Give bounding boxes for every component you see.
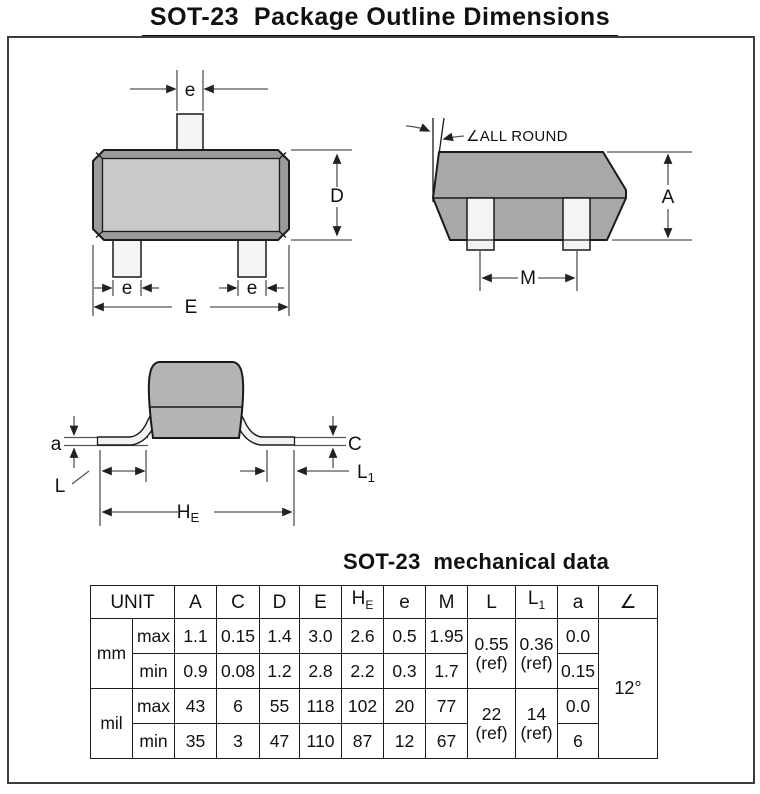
table-cell: 1.1 bbox=[175, 619, 217, 654]
all-round-note: ∠ALL ROUND bbox=[466, 128, 568, 145]
bottom-pin-left bbox=[113, 240, 141, 277]
table-cell-L-mil: 22 (ref) bbox=[468, 689, 516, 759]
table-cell: 0.08 bbox=[217, 654, 260, 689]
page-title: SOT-23 Package Outline Dimensions bbox=[142, 3, 618, 37]
dim-e-top bbox=[130, 70, 268, 111]
table-cell: 0.9 bbox=[175, 654, 217, 689]
table-cell: 77 bbox=[426, 689, 468, 724]
col-header-angle: ∠ bbox=[599, 586, 658, 619]
bottom-pin-right bbox=[238, 240, 266, 277]
col-header-A: A bbox=[175, 586, 217, 619]
table-cell: 3 bbox=[217, 724, 260, 759]
table-cell: 0.5 bbox=[384, 619, 426, 654]
dim-label-HE: $H_E$ bbox=[176, 502, 200, 525]
col-header-a: a bbox=[558, 586, 599, 619]
table-cell-L1-mm: 0.36 (ref) bbox=[516, 619, 558, 689]
table-cell: 0.0 bbox=[558, 619, 599, 654]
table-cell: 67 bbox=[426, 724, 468, 759]
row-label: min bbox=[133, 724, 175, 759]
table-cell: 47 bbox=[260, 724, 300, 759]
table-cell: 6 bbox=[217, 689, 260, 724]
table-row-mm-max bbox=[91, 619, 658, 654]
row-label: max bbox=[133, 619, 175, 654]
table-cell: 55 bbox=[260, 689, 300, 724]
table-cell: 87 bbox=[342, 724, 384, 759]
side-view bbox=[51, 362, 375, 526]
col-header-C: C bbox=[217, 586, 260, 619]
table-cell: 118 bbox=[300, 689, 342, 724]
table-cell: 35 bbox=[175, 724, 217, 759]
table-cell-L1-mil: 14 (ref) bbox=[516, 689, 558, 759]
table-cell: 12 bbox=[384, 724, 426, 759]
row-label: max bbox=[133, 689, 175, 724]
front-view bbox=[93, 70, 352, 318]
dim-label-e-right: e bbox=[246, 278, 258, 299]
table-cell: 102 bbox=[342, 689, 384, 724]
col-header-D: D bbox=[260, 586, 300, 619]
unit-cell-mm: mm bbox=[91, 619, 133, 689]
table-cell-L-mm: 0.55 (ref) bbox=[468, 619, 516, 689]
col-header-E: E bbox=[300, 586, 342, 619]
dim-label-a: a bbox=[50, 434, 62, 455]
table-cell: 0.15 bbox=[558, 654, 599, 689]
table-cell: 1.7 bbox=[426, 654, 468, 689]
table-cell: 43 bbox=[175, 689, 217, 724]
table-cell: 2.2 bbox=[342, 654, 384, 689]
row-label: min bbox=[133, 654, 175, 689]
table-title: SOT-23 mechanical data bbox=[343, 549, 610, 574]
table-cell: 2.8 bbox=[300, 654, 342, 689]
angle-arrow-left bbox=[406, 126, 429, 131]
col-header-L1: $L_1$ bbox=[516, 586, 558, 619]
table-cell: 1.4 bbox=[260, 619, 300, 654]
iso-pin-left bbox=[467, 198, 494, 250]
table-cell: 110 bbox=[300, 724, 342, 759]
table-cell: 20 bbox=[384, 689, 426, 724]
mechanical-data-table bbox=[90, 585, 658, 759]
dim-label-L1: $L_1$ bbox=[357, 462, 375, 485]
unit-cell-mil: mil bbox=[91, 689, 133, 759]
table-cell: 6 bbox=[558, 724, 599, 759]
dim-label-L: L bbox=[54, 476, 66, 497]
dim-label-M: M bbox=[520, 268, 536, 289]
table-row-mil-max bbox=[91, 689, 658, 724]
dim-label-C: C bbox=[348, 434, 362, 455]
table-cell-angle: 12° bbox=[599, 619, 658, 759]
col-header-L: L bbox=[468, 586, 516, 619]
dim-label-D: D bbox=[330, 186, 344, 207]
table-cell: 0.15 bbox=[217, 619, 260, 654]
package-body-front-inner bbox=[103, 159, 280, 232]
col-header-HE: $H_E$ bbox=[342, 586, 384, 619]
table-row-mil-min bbox=[91, 724, 658, 759]
table-row-mm-min bbox=[91, 654, 658, 689]
table-cell: 0.0 bbox=[558, 689, 599, 724]
package-body-side bbox=[149, 362, 243, 438]
col-header-M: M bbox=[426, 586, 468, 619]
dim-label-A: A bbox=[661, 187, 675, 208]
package-body-iso bbox=[433, 152, 626, 240]
iso-pin-right bbox=[563, 198, 590, 250]
dim-L bbox=[72, 450, 146, 484]
dim-label-e-left: e bbox=[121, 278, 133, 299]
col-header-e: e bbox=[384, 586, 426, 619]
iso-view bbox=[406, 118, 692, 291]
top-pin bbox=[177, 114, 203, 152]
col-header-unit: UNIT bbox=[91, 586, 175, 619]
dim-label-E: E bbox=[184, 297, 198, 318]
table-cell: 1.2 bbox=[260, 654, 300, 689]
table-cell: 3.0 bbox=[300, 619, 342, 654]
table-cell: 1.95 bbox=[426, 619, 468, 654]
angle-arrow-right bbox=[444, 136, 464, 139]
dim-label-e-top: e bbox=[184, 80, 196, 101]
table-cell: 2.6 bbox=[342, 619, 384, 654]
table-cell: 0.3 bbox=[384, 654, 426, 689]
table-header-row bbox=[91, 586, 658, 619]
